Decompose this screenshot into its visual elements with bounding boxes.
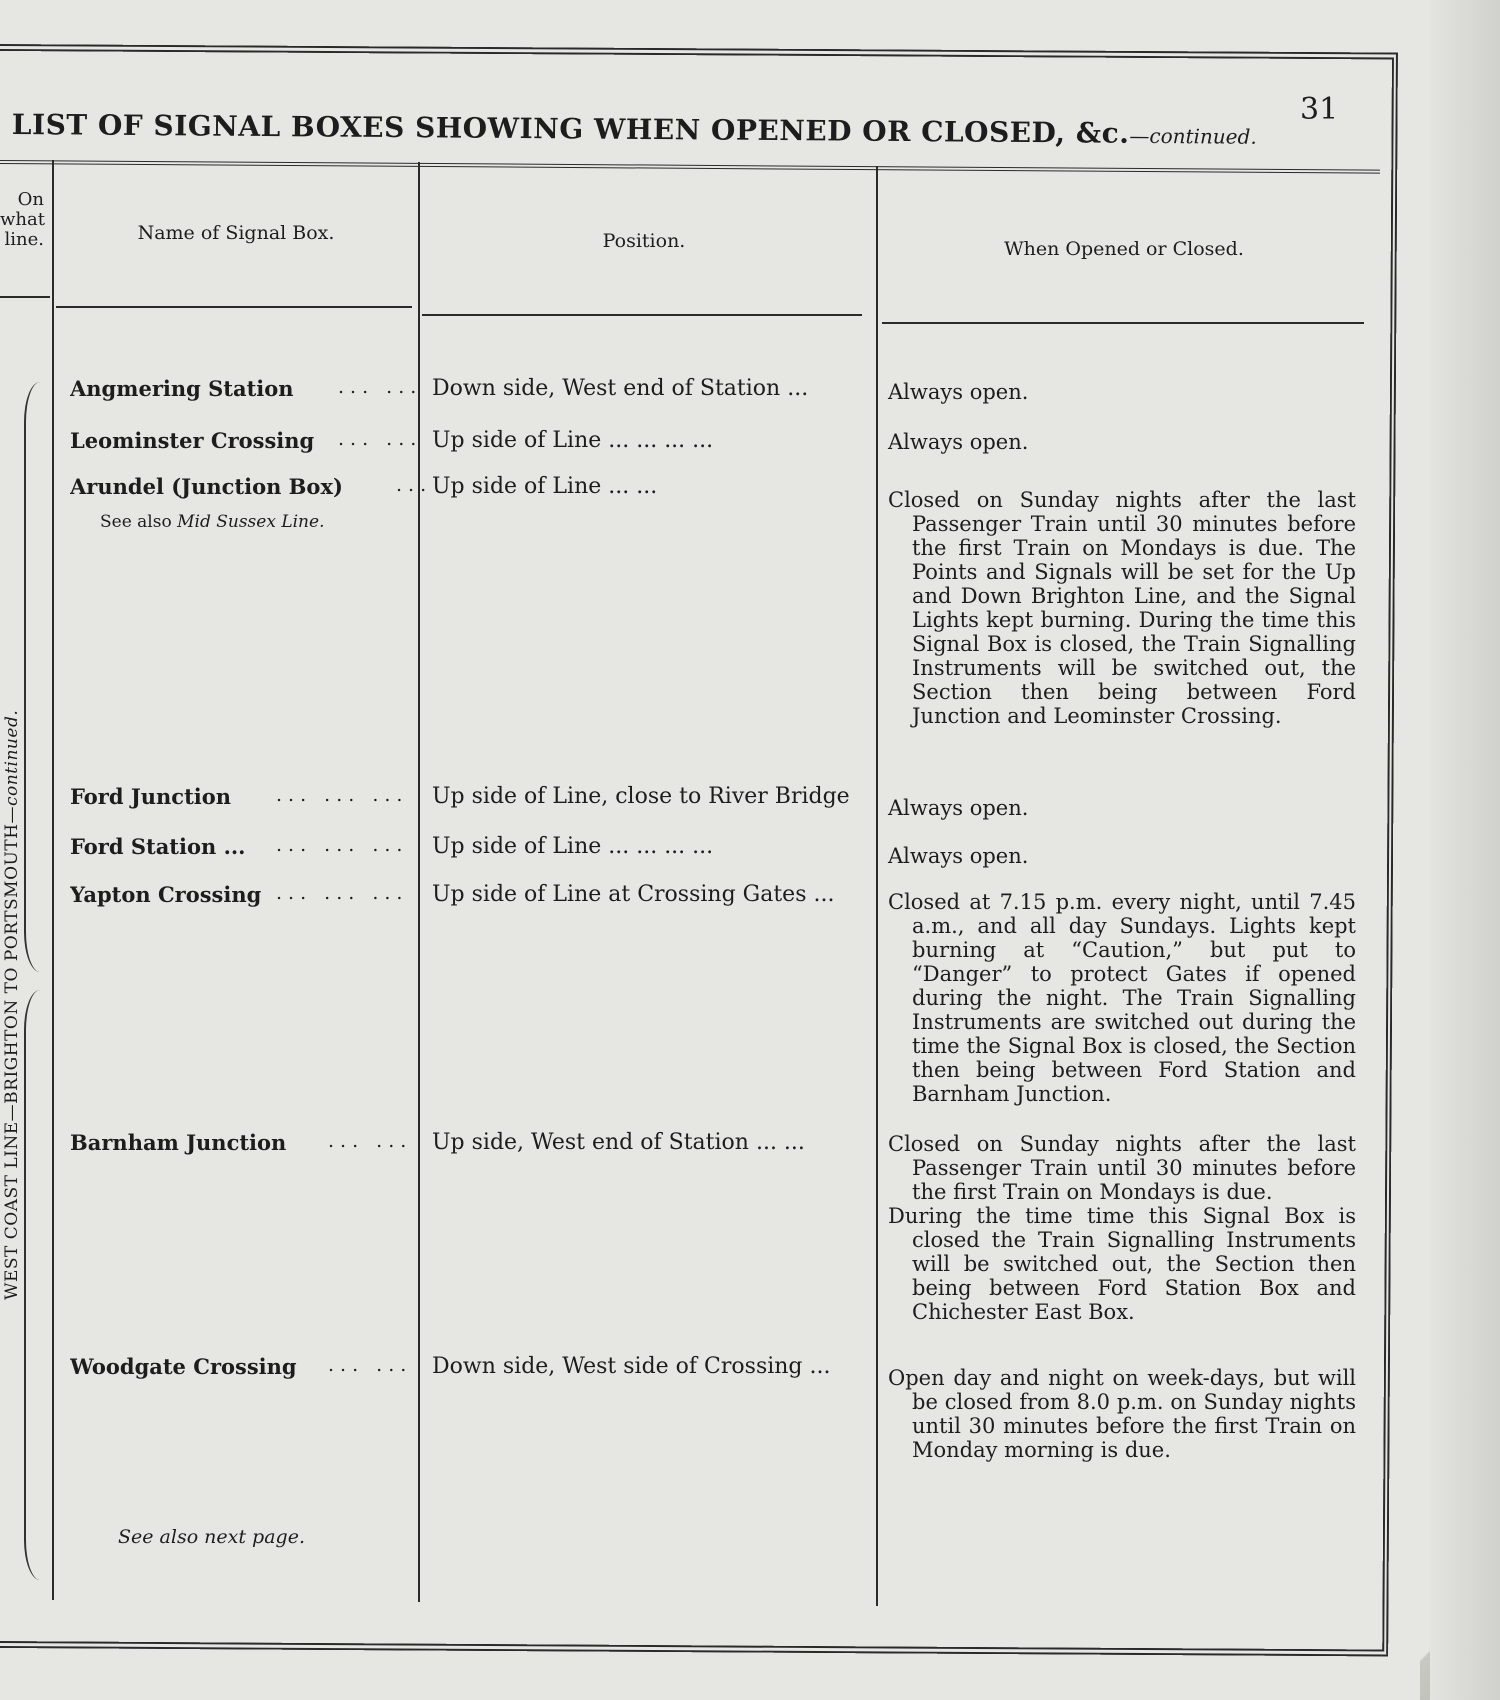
note-line-name: Mid Sussex Line. — [177, 512, 325, 532]
hours-text: Always open. — [888, 380, 1029, 404]
signal-box-name: Arundel (Junction Box) — [70, 474, 343, 499]
page-number: 31 — [1300, 92, 1339, 127]
note-prefix: See also — [100, 512, 178, 532]
leader-dots: ... ... — [338, 376, 423, 398]
head-underline-line — [0, 296, 50, 298]
signal-box-position: Up side, West end of Station ... ... — [432, 1130, 805, 1155]
column-head-line — [0, 190, 44, 250]
signal-box-position: Up side of Line ... ... — [432, 474, 658, 499]
signal-box-position: Up side of Line, close to River Bridge — [432, 784, 850, 809]
hours-text: During the time time this Signal Box is closed the Train Signalling Instruments will be switched out, the Section then being between Ford Station Box and Chichester East Box. — [888, 1204, 1356, 1324]
column-divider-line — [52, 160, 54, 1600]
signal-box-position: Up side of Line at Crossing Gates ... — [432, 882, 835, 907]
leader-dots: ... ... ... — [276, 834, 409, 856]
head-underline-name — [56, 306, 412, 308]
title-continued: —continued. — [1129, 123, 1257, 149]
head-underline-when — [882, 322, 1364, 324]
column-head-position: Position. — [602, 230, 686, 252]
signal-box-position: Up side of Line ... ... ... ... — [432, 834, 714, 859]
signal-box-hours — [888, 1366, 1356, 1462]
column-head-name: Name of Signal Box. — [137, 222, 335, 244]
cross-reference-note — [100, 512, 324, 532]
hours-text: Closed at 7.15 p.m. every night, until 7.45 a.m., and all day Sundays. Lights kept burning at “Caution,” but put to “Danger” to protect Gates if opened during the night. The Train Signalling Instruments are switched out during the time the Signal Box is closed, the Section then being between Ford Station and Barnham Junction. — [888, 890, 1356, 1106]
hours-text: Closed on Sunday nights after the last Passenger Train until 30 minutes before the first Train on Mondays is due. The Points and Signals will be set for the Up and Down Brighton Line, and the Signal Lights kept burning. During the time this Signal Box is closed, the Train Signalling Instruments will be switched out, the Section then being between Ford Junction and Leominster Crossing. — [888, 488, 1356, 728]
signal-box-hours — [888, 844, 1356, 868]
column-divider-position — [876, 166, 878, 1606]
see-next-page-note: See also next page. — [118, 1526, 305, 1548]
hours-text: Closed on Sunday nights after the last Passenger Train until 30 minutes before the first Train on Mondays is due. — [888, 1132, 1356, 1204]
column-head-when: When Opened or Closed. — [1004, 238, 1244, 260]
page-corner — [1420, 1580, 1500, 1700]
signal-box-name: Yapton Crossing — [70, 882, 262, 907]
column-head-line-text: On what line. — [0, 189, 45, 250]
page-title — [12, 108, 1257, 151]
signal-box-position: Up side of Line ... ... ... ... — [432, 428, 714, 453]
signal-box-position: Down side, West side of Crossing ... — [432, 1354, 831, 1379]
brace-lower — [24, 990, 42, 1580]
line-side-label-continued: —continued. — [2, 709, 22, 824]
signal-box-hours — [888, 796, 1356, 820]
head-underline-position — [422, 314, 862, 316]
leader-dots: ... ... ... — [276, 784, 409, 806]
leader-dots: ... — [396, 474, 433, 496]
signal-box-hours — [888, 890, 1356, 1106]
signal-box-hours — [888, 430, 1356, 454]
brace-upper — [24, 382, 42, 972]
hours-text: Open day and night on week-days, but will be closed from 8.0 p.m. on Sunday nights until 30 minutes before the first Train on Monday morning is due. — [888, 1366, 1356, 1462]
leader-dots: ... ... ... — [276, 882, 409, 904]
signal-box-hours — [888, 380, 1356, 404]
hours-text: Always open. — [888, 796, 1029, 820]
signal-box-name: Angmering Station — [70, 376, 294, 401]
leader-dots: ... ... — [328, 1130, 413, 1152]
title-text: LIST OF SIGNAL BOXES SHOWING WHEN OPENED OR CLOSED, &c. — [11, 108, 1130, 150]
hours-text: Always open. — [888, 844, 1029, 868]
line-side-label — [2, 620, 22, 1300]
signal-box-name: Barnham Junction — [70, 1130, 287, 1155]
line-side-label-main: WEST COAST LINE—BRIGHTON TO PORTSMOUTH — [2, 823, 22, 1300]
signal-box-name: Leominster Crossing — [70, 428, 315, 453]
signal-box-hours — [888, 1132, 1356, 1324]
leader-dots: ... ... — [338, 428, 423, 450]
signal-box-name: Ford Station ... — [70, 834, 246, 859]
table-header — [12, 98, 1352, 168]
signal-box-name: Ford Junction — [70, 784, 232, 809]
hours-text: Always open. — [888, 430, 1029, 454]
leader-dots: ... ... — [328, 1354, 413, 1376]
signal-box-position: Down side, West end of Station ... — [432, 376, 809, 401]
signal-box-name: Woodgate Crossing — [70, 1354, 297, 1379]
signal-box-hours — [888, 488, 1356, 728]
